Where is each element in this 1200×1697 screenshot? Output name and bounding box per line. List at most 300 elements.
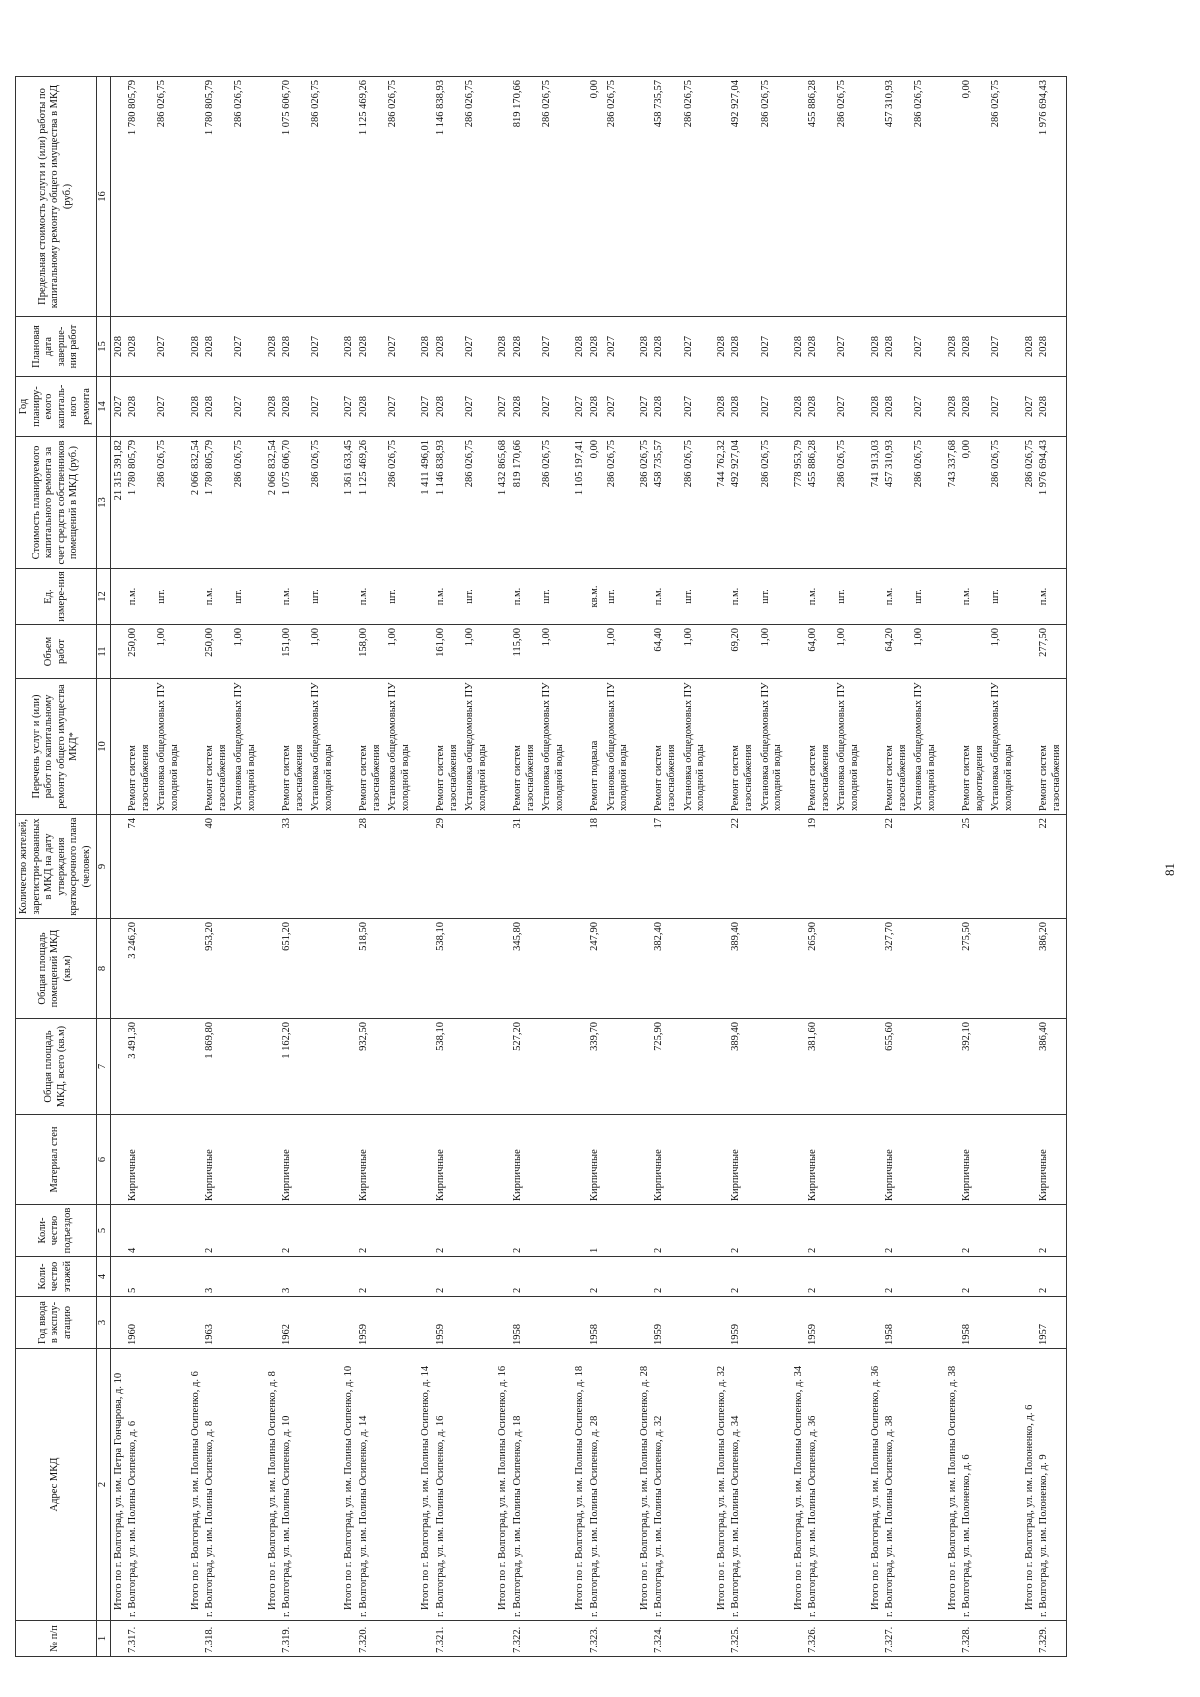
floor-count: 5 [126,1257,155,1297]
empty-cell [386,1349,418,1621]
work-limit-cost: 286 026,75 [682,77,714,317]
work-completion-date: 2028 [126,317,155,377]
work-name: Установка общедомовых ПУ холодной воды [682,679,714,815]
work-name: Ремонт систем газоснабжения [511,679,540,815]
empty-cell [945,1115,961,1205]
house-address: г. Волгоград, ул. им. Полины Осипенко, д. 38 [883,1349,912,1621]
empty-cell [495,1297,511,1349]
floor-count: 2 [588,1257,605,1297]
entrance-count: 2 [960,1205,989,1257]
work-volume: 1,00 [912,625,944,679]
work-limit-cost: 1 075 606,70 [280,77,309,317]
empty-cell [110,625,126,679]
total-cost: 1 361 633,45 [341,437,357,569]
empty-cell [791,625,807,679]
empty-cell [232,1019,264,1115]
resident-count: 31 [511,815,540,919]
empty-cell [1022,919,1038,1019]
work-limit-cost: 286 026,75 [989,77,1021,317]
column-header: Предельная стоимость услуги и (или) работы по капитальному ремонту общего имущества в МКД (руб.) [16,77,97,317]
work-unit: п.м. [357,569,386,625]
work-volume: 161,00 [434,625,463,679]
empty-cell [463,1115,495,1205]
house-row [434,77,463,1657]
commission-year: 1959 [357,1297,386,1349]
empty-cell [989,1349,1021,1621]
empty-cell [110,1621,126,1657]
work-limit-cost: 455 886,28 [806,77,835,317]
empty-cell [572,569,588,625]
empty-cell [309,1019,341,1115]
empty-cell [418,919,434,1019]
work-row [912,77,944,1657]
work-row [759,77,791,1657]
empty-cell [835,815,867,919]
empty-cell [791,815,807,919]
entrance-count: 2 [511,1205,540,1257]
floor-count: 2 [729,1257,758,1297]
total-completion-date: 2028 [110,317,126,377]
empty-cell [495,679,511,815]
empty-cell [540,1349,572,1621]
house-row [203,77,232,1657]
work-limit-cost: 286 026,75 [463,77,495,317]
premises-area: 389,40 [729,919,758,1019]
work-completion-date: 2028 [588,317,605,377]
work-row [682,77,714,1657]
column-number: 5 [96,1205,110,1257]
empty-cell [791,679,807,815]
total-limit-cost [495,77,511,317]
work-name: Установка общедомовых ПУ холодной воды [540,679,572,815]
total-area: 1 869,80 [203,1019,232,1115]
work-repair-year: 2028 [806,377,835,437]
total-label: Итого по г. Волгоград, ул. им. Полины Осипенко, д. 6 [188,1349,204,1621]
work-completion-date: 2027 [682,317,714,377]
empty-cell [637,625,653,679]
resident-count: 18 [588,815,605,919]
empty-cell [572,1257,588,1297]
empty-cell [155,1019,187,1115]
work-repair-year: 2028 [652,377,681,437]
empty-cell [110,679,126,815]
total-cost: 744 762,32 [714,437,730,569]
total-cost: 2 066 832,54 [188,437,204,569]
empty-cell [835,1019,867,1115]
work-unit: шт. [386,569,418,625]
floor-count: 3 [280,1257,309,1297]
empty-cell [868,625,884,679]
total-completion-date: 2028 [341,317,357,377]
work-cost: 1 125 469,26 [357,437,386,569]
floor-count: 2 [652,1257,681,1297]
total-completion-date: 2028 [188,317,204,377]
premises-area: 538,10 [434,919,463,1019]
work-limit-cost: 286 026,75 [309,77,341,317]
empty-cell [495,1019,511,1115]
empty-cell [572,815,588,919]
work-cost: 1 780 805,79 [203,437,232,569]
empty-cell [945,919,961,1019]
empty-cell [989,1019,1021,1115]
empty-cell [463,1205,495,1257]
work-name: Установка общедомовых ПУ холодной воды [605,679,637,815]
column-header: Коли-чество этажей [16,1257,97,1297]
work-unit: п.м. [126,569,155,625]
work-repair-year: 2027 [386,377,418,437]
total-limit-cost [188,77,204,317]
work-repair-year: 2027 [155,377,187,437]
premises-area: 953,20 [203,919,232,1019]
column-number: 4 [96,1257,110,1297]
empty-cell [572,919,588,1019]
work-volume [960,625,989,679]
empty-cell [1022,569,1038,625]
empty-cell [309,1621,341,1657]
work-repair-year: 2028 [960,377,989,437]
empty-cell [188,1297,204,1349]
empty-cell [495,1621,511,1657]
column-header: Год планиру-емого капиталь-ного ремонта [16,377,97,437]
work-limit-cost: 1 146 838,93 [434,77,463,317]
work-unit: шт. [540,569,572,625]
empty-cell [835,1621,867,1657]
column-number: 16 [96,77,110,317]
empty-cell [714,1257,730,1297]
column-header: Адрес МКД [16,1349,97,1621]
work-cost: 0,00 [960,437,989,569]
total-completion-date: 2028 [714,317,730,377]
floor-count: 3 [203,1257,232,1297]
column-header: Общая площадь помещений МКД (кв.м) [16,919,97,1019]
empty-cell [945,679,961,815]
row-number: 7.322. [511,1621,540,1657]
total-area: 932,50 [357,1019,386,1115]
work-completion-date: 2027 [989,317,1021,377]
empty-cell [835,919,867,1019]
house-row [652,77,681,1657]
empty-cell [868,1205,884,1257]
empty-cell [868,679,884,815]
empty-cell [418,1257,434,1297]
empty-cell [989,919,1021,1019]
work-unit: шт. [682,569,714,625]
total-repair-year: 2027 [495,377,511,437]
work-unit: шт. [835,569,867,625]
empty-cell [540,1257,572,1297]
work-cost: 286 026,75 [463,437,495,569]
wall-material: Кирпичные [588,1115,605,1205]
work-volume: 1,00 [155,625,187,679]
empty-cell [110,1115,126,1205]
empty-cell [540,1621,572,1657]
work-completion-date: 2028 [806,317,835,377]
total-limit-cost [637,77,653,317]
work-repair-year: 2028 [203,377,232,437]
empty-cell [868,1621,884,1657]
total-area: 1 162,20 [280,1019,309,1115]
row-number: 7.323. [588,1621,605,1657]
empty-cell [155,1205,187,1257]
wall-material: Кирпичные [203,1115,232,1205]
work-volume: 1,00 [835,625,867,679]
empty-cell [989,1297,1021,1349]
work-completion-date: 2027 [386,317,418,377]
empty-cell [265,1115,281,1205]
empty-cell [188,625,204,679]
empty-cell [605,1349,637,1621]
entrance-count: 2 [434,1205,463,1257]
house-row [806,77,835,1657]
empty-cell [791,1205,807,1257]
house-row [280,77,309,1657]
work-limit-cost: 286 026,75 [759,77,791,317]
premises-area: 3 246,20 [126,919,155,1019]
work-volume: 1,00 [989,625,1021,679]
total-label: Итого по г. Волгоград, ул. им. Полины Осипенко, д. 32 [714,1349,730,1621]
house-row [960,77,989,1657]
empty-cell [714,679,730,815]
total-label: Итого по г. Волгоград, ул. им. Полины Осипенко, д. 14 [418,1349,434,1621]
wall-material: Кирпичные [357,1115,386,1205]
empty-cell [386,1257,418,1297]
total-completion-date: 2028 [572,317,588,377]
work-repair-year: 2028 [280,377,309,437]
total-cost: 1 432 865,68 [495,437,511,569]
empty-cell [868,919,884,1019]
commission-year: 1959 [434,1297,463,1349]
total-row [637,77,653,1657]
work-cost: 0,00 [588,437,605,569]
empty-cell [265,1621,281,1657]
house-row [883,77,912,1657]
wall-material: Кирпичные [511,1115,540,1205]
empty-cell [912,1019,944,1115]
floor-count: 2 [806,1257,835,1297]
empty-cell [232,1297,264,1349]
empty-cell [1022,625,1038,679]
empty-cell [714,1205,730,1257]
empty-cell [341,679,357,815]
work-completion-date: 2027 [540,317,572,377]
empty-cell [1022,1257,1038,1297]
work-completion-date: 2028 [1037,317,1067,377]
entrance-count: 2 [280,1205,309,1257]
entrance-count: 2 [652,1205,681,1257]
work-completion-date: 2027 [759,317,791,377]
work-volume: 1,00 [605,625,637,679]
total-repair-year: 2027 [341,377,357,437]
floor-count: 2 [511,1257,540,1297]
empty-cell [759,1205,791,1257]
floor-count: 2 [357,1257,386,1297]
work-completion-date: 2028 [357,317,386,377]
column-header: Перечень услуг и (или) работ по капитальному ремонту общего имущества МКД* [16,679,97,815]
empty-cell [682,1205,714,1257]
work-cost: 286 026,75 [155,437,187,569]
empty-cell [945,569,961,625]
commission-year: 1959 [806,1297,835,1349]
work-name: Ремонт систем газоснабжения [357,679,386,815]
work-limit-cost: 286 026,75 [912,77,944,317]
column-header: № п/п [16,1621,97,1657]
work-row [155,77,187,1657]
total-cost: 778 953,79 [791,437,807,569]
work-limit-cost: 458 735,57 [652,77,681,317]
row-number: 7.329. [1037,1621,1067,1657]
work-name: Установка общедомовых ПУ холодной воды [912,679,944,815]
house-row [1037,77,1067,1657]
work-name: Ремонт систем газоснабжения [434,679,463,815]
empty-cell [386,1115,418,1205]
work-name: Ремонт систем газоснабжения [203,679,232,815]
work-limit-cost: 1 976 694,43 [1037,77,1067,317]
work-cost: 455 886,28 [806,437,835,569]
house-row [511,77,540,1657]
work-cost: 286 026,75 [912,437,944,569]
empty-cell [188,1257,204,1297]
work-volume: 115,00 [511,625,540,679]
empty-cell [1022,1297,1038,1349]
total-cost: 2 066 832,54 [265,437,281,569]
total-area: 655,60 [883,1019,912,1115]
empty-cell [495,569,511,625]
work-cost: 286 026,75 [835,437,867,569]
column-number: 12 [96,569,110,625]
total-label: Итого по г. Волгоград, ул. им. Полины Осипенко, д. 10 [341,1349,357,1621]
empty-cell [309,1297,341,1349]
row-number: 7.326. [806,1621,835,1657]
total-area: 538,10 [434,1019,463,1115]
empty-cell [188,679,204,815]
empty-cell [232,1257,264,1297]
empty-cell [912,1297,944,1349]
work-repair-year: 2028 [883,377,912,437]
empty-cell [418,815,434,919]
row-number: 7.324. [652,1621,681,1657]
work-volume: 277,50 [1037,625,1067,679]
work-repair-year: 2028 [434,377,463,437]
total-row [572,77,588,1657]
resident-count: 22 [729,815,758,919]
empty-cell [637,1257,653,1297]
work-limit-cost: 492 927,04 [729,77,758,317]
work-completion-date: 2028 [511,317,540,377]
empty-cell [714,815,730,919]
work-unit: шт. [309,569,341,625]
empty-cell [835,1115,867,1205]
work-repair-year: 2027 [835,377,867,437]
empty-cell [495,625,511,679]
empty-cell [572,1621,588,1657]
empty-cell [386,815,418,919]
total-row [868,77,884,1657]
work-name: Ремонт систем газоснабжения [806,679,835,815]
empty-cell [1022,1019,1038,1115]
resident-count: 17 [652,815,681,919]
empty-cell [637,1297,653,1349]
empty-cell [945,1205,961,1257]
work-row [605,77,637,1657]
work-name: Ремонт систем газоснабжения [729,679,758,815]
total-completion-date: 2028 [791,317,807,377]
row-number: 7.327. [883,1621,912,1657]
total-label: Итого по г. Волгоград, ул. им. Полины Осипенко, д. 38 [945,1349,961,1621]
entrance-count: 2 [729,1205,758,1257]
work-limit-cost: 0,00 [960,77,989,317]
empty-cell [714,1621,730,1657]
empty-cell [155,1621,187,1657]
empty-cell [540,1205,572,1257]
total-area: 392,10 [960,1019,989,1115]
empty-cell [463,1019,495,1115]
premises-area: 651,20 [280,919,309,1019]
work-cost: 458 735,57 [652,437,681,569]
work-unit: шт. [912,569,944,625]
empty-cell [265,569,281,625]
total-cost: 21 315 391,82 [110,437,126,569]
work-limit-cost: 0,00 [588,77,605,317]
house-row [126,77,155,1657]
empty-cell [791,1019,807,1115]
total-completion-date: 2028 [637,317,653,377]
empty-cell [418,569,434,625]
empty-cell [1022,679,1038,815]
work-unit: п.м. [434,569,463,625]
work-cost: 286 026,75 [682,437,714,569]
empty-cell [682,1621,714,1657]
total-row [945,77,961,1657]
commission-year: 1957 [1037,1297,1067,1349]
work-repair-year: 2027 [540,377,572,437]
entrance-count: 2 [357,1205,386,1257]
empty-cell [418,1205,434,1257]
empty-cell [309,1257,341,1297]
work-completion-date: 2027 [463,317,495,377]
empty-cell [682,1257,714,1297]
work-volume: 1,00 [540,625,572,679]
empty-cell [637,569,653,625]
empty-cell [540,919,572,1019]
empty-cell [386,1621,418,1657]
empty-cell [637,1205,653,1257]
empty-cell [341,919,357,1019]
empty-cell [110,1019,126,1115]
empty-cell [265,1019,281,1115]
work-limit-cost: 286 026,75 [540,77,572,317]
empty-cell [605,1621,637,1657]
empty-cell [386,1019,418,1115]
empty-cell [463,1621,495,1657]
work-completion-date: 2027 [155,317,187,377]
resident-count: 22 [1037,815,1067,919]
work-repair-year: 2028 [588,377,605,437]
work-name: Установка общедомовых ПУ холодной воды [835,679,867,815]
empty-cell [835,1257,867,1297]
work-cost: 286 026,75 [989,437,1021,569]
empty-cell [572,1115,588,1205]
empty-cell [386,1205,418,1257]
work-row [989,77,1021,1657]
total-area: 725,90 [652,1019,681,1115]
empty-cell [912,1257,944,1297]
empty-cell [835,1205,867,1257]
empty-cell [605,1115,637,1205]
total-cost: 743 337,68 [945,437,961,569]
work-cost: 286 026,75 [540,437,572,569]
empty-cell [463,1297,495,1349]
column-number: 10 [96,679,110,815]
